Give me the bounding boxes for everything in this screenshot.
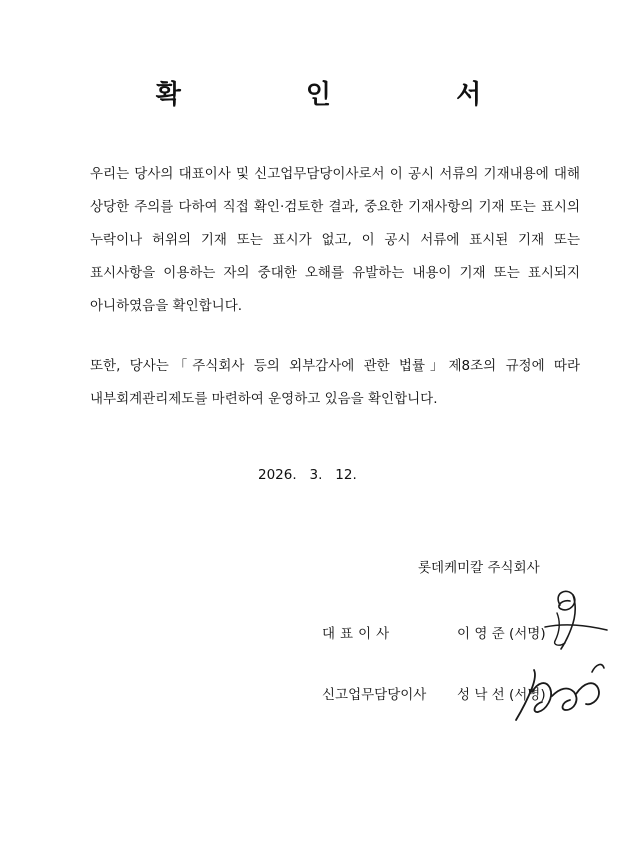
signer-role-reporting-director: 신고업무담당이사 bbox=[322, 687, 427, 703]
confirmation-paragraph: 우리는 당사의 대표이사 및 신고업무담당이사로서 이 공시 서류의 기재내용에 대해 상당한 주의를 다하여 직접 확인·검토한 결과, 중요한 기재사항의 기재 또는 표시의 누락이나 허위의 기재 또는 표시가 없고, 이 공시 서류에 표시된 기재 또는 표시사항을 이용하는 자의 중대한 오해를 유발하는 내용이 기재 또는 표시되지 아니하였음을 확인합니다. bbox=[90, 166, 580, 314]
document-title: 확 인 서 bbox=[155, 80, 540, 110]
company-name: 롯데케미칼 주식회사 bbox=[418, 560, 540, 576]
signer-name-ceo: 이 영 준 (서명) bbox=[457, 626, 546, 642]
internal-control-paragraph: 또한, 당사는「주식회사 등의 외부감사에 관한 법률」제8조의 규정에 따라 내부회계관리제도를 마련하여 운영하고 있음을 확인합니다. bbox=[90, 358, 580, 407]
document-date: 2026. 3. 12. bbox=[258, 467, 357, 483]
signer-name-reporting-director: 성 낙 선 (서명) bbox=[457, 687, 546, 703]
signer-role-ceo: 대표이사 bbox=[322, 626, 395, 642]
